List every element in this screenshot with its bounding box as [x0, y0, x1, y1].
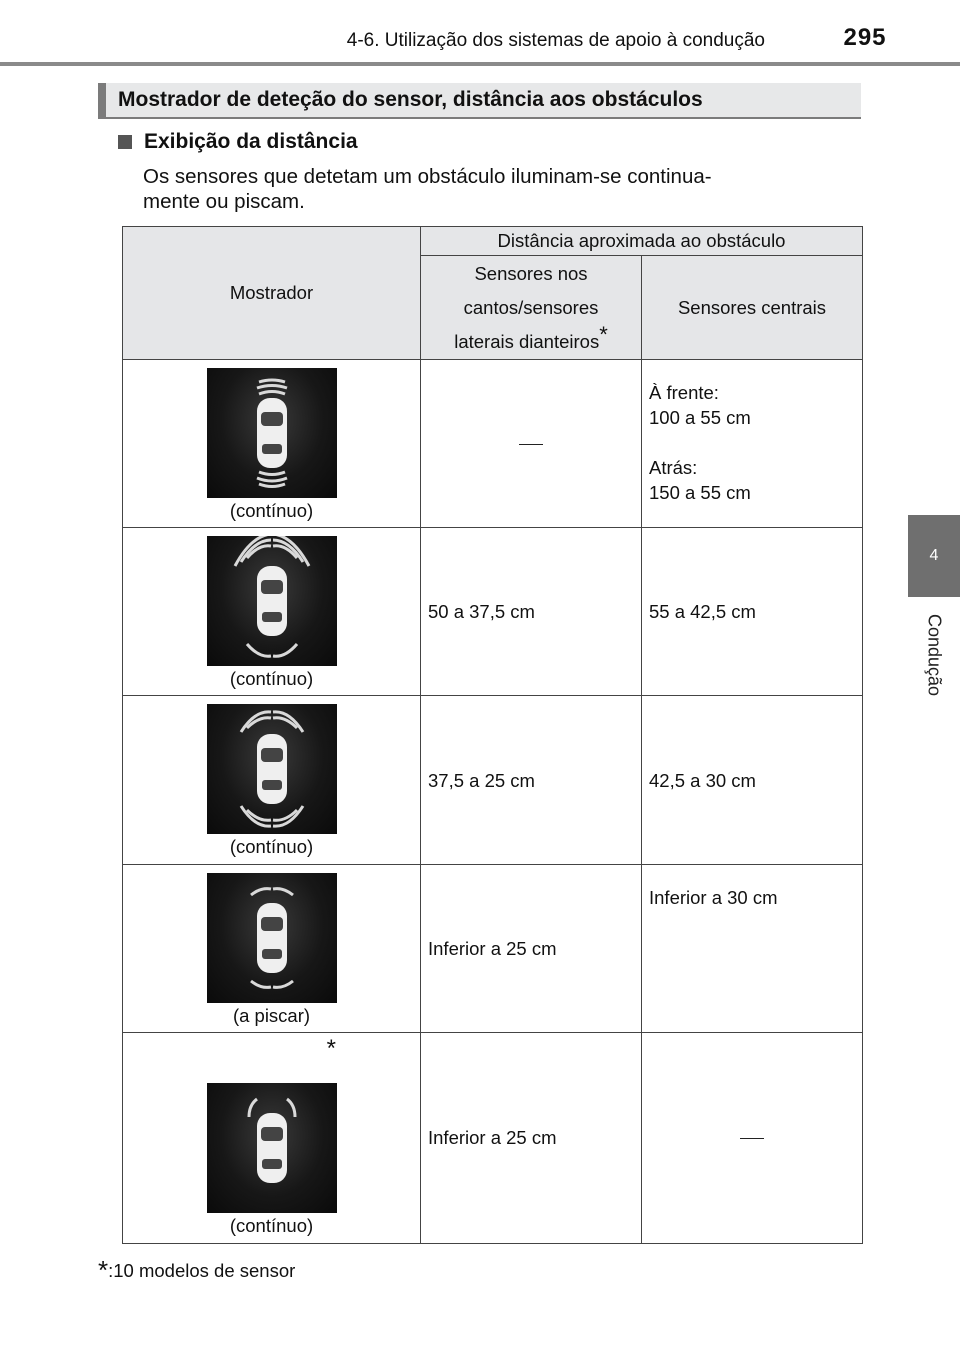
table-row: [123, 696, 863, 864]
display-cell: [123, 696, 421, 864]
subsection-heading: [118, 130, 358, 154]
header-center-sensors: Sensores centrais: [642, 256, 863, 360]
display-state: (contínuo): [229, 836, 314, 858]
center-value-cell: 55 a 42,5 cm: [642, 528, 863, 696]
center-value-cell: 42,5 a 30 cm: [642, 696, 863, 864]
corner-value-cell: 37,5 a 25 cm: [421, 696, 642, 864]
square-bullet-icon: [118, 135, 132, 149]
header-corner-sensors: Sensores nos cantos/sensores laterais dianteiros*: [421, 256, 642, 360]
display-cell: [123, 528, 421, 696]
center-value-cell: À frente: 100 a 55 cm Atrás: 150 a 55 cm: [642, 360, 863, 528]
distance-table: [122, 226, 863, 1244]
car-top-view-icon: [207, 704, 337, 834]
display-state: (contínuo): [229, 1214, 314, 1236]
display-state: (contínuo): [229, 500, 314, 522]
header-display: Mostrador: [123, 227, 421, 360]
display-cell: [123, 360, 421, 528]
footnote: [98, 1255, 295, 1286]
footnote-mark: *: [98, 1255, 109, 1285]
intro-line-2: mente ou piscam.: [143, 190, 305, 213]
intro-line-1: Os sensores que detetam um obstáculo iluminam-se continua-: [143, 165, 712, 188]
center-value-cell: Inferior a 30 cm: [642, 864, 863, 1032]
car-top-view-icon: [207, 1083, 337, 1213]
footnote-mark: *: [599, 321, 608, 347]
corner-value-cell: 50 a 37,5 cm: [421, 528, 642, 696]
parking-sensor-display-icon: [207, 1083, 337, 1213]
footnote-mark: *: [326, 1034, 336, 1062]
dash-icon: [740, 1138, 764, 1139]
chapter-tab[interactable]: [908, 515, 960, 597]
parking-sensor-display-icon: [207, 704, 337, 834]
footnote-text: :10 modelos de sensor: [108, 1260, 296, 1281]
parking-sensor-display-icon: [207, 368, 337, 498]
display-state: (contínuo): [229, 668, 314, 690]
parking-sensor-display-icon: [207, 873, 337, 1003]
chapter-tab-label: Condução: [924, 613, 945, 697]
car-top-view-icon: [207, 536, 337, 666]
car-top-view-icon: [207, 368, 337, 498]
corner-value-cell: [421, 360, 642, 528]
center-value-cell: [642, 1032, 863, 1243]
dash-icon: [519, 444, 543, 445]
table-row: [123, 360, 863, 528]
table-row: [123, 864, 863, 1032]
display-state: (a piscar): [232, 1004, 311, 1026]
corner-value-cell: Inferior a 25 cm: [421, 1032, 642, 1243]
corner-value-cell: Inferior a 25 cm: [421, 864, 642, 1032]
intro-paragraph: [143, 164, 823, 214]
section-title: Mostrador de deteção do sensor, distância aos obstáculos: [98, 83, 861, 119]
table-row: [123, 1032, 863, 1243]
display-cell: [123, 1032, 421, 1243]
header-distance: Distância aproximada ao obstáculo: [421, 227, 863, 256]
chapter-tab-number: 4: [929, 547, 939, 564]
car-top-view-icon: [207, 873, 337, 1003]
parking-sensor-display-icon: [207, 536, 337, 666]
header-title: 4-6. Utilização dos sistemas de apoio à condução: [346, 30, 765, 51]
subsection-title: Exibição da distância: [144, 130, 358, 153]
page-number: 295: [843, 24, 887, 51]
header-rule: [0, 62, 960, 66]
table-row: [123, 528, 863, 696]
display-cell: [123, 864, 421, 1032]
